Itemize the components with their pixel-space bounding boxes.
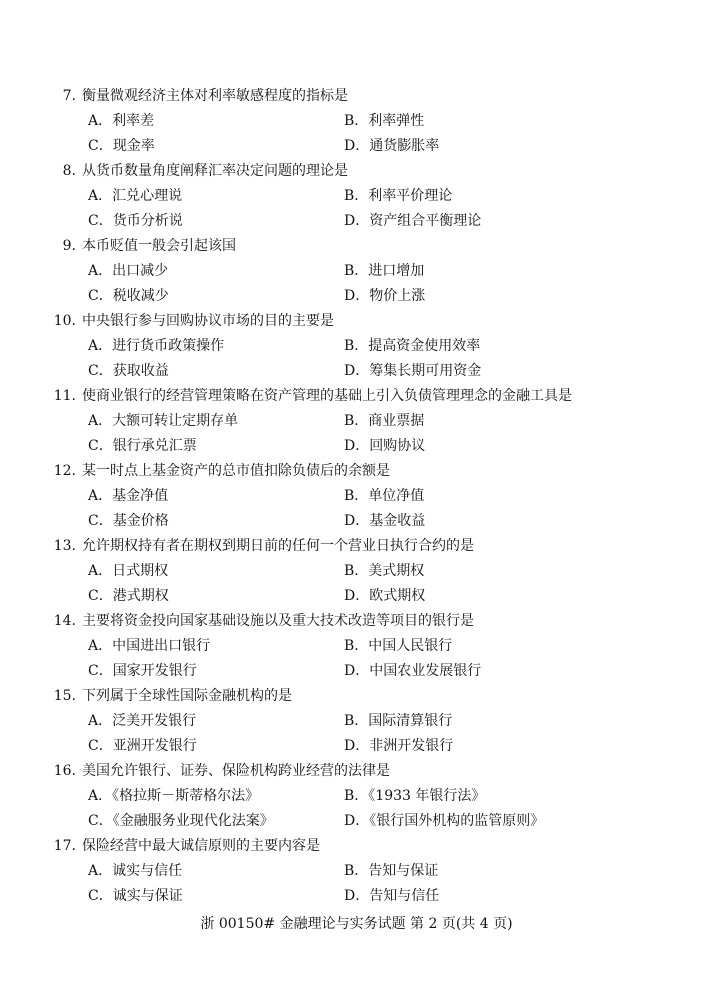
answer-option: B．告知与保证 [344, 863, 439, 879]
answer-option: C．现金率 [88, 138, 155, 154]
question-stem [0, 309, 713, 334]
question-stem [0, 84, 713, 109]
question-stem [0, 159, 713, 184]
answer-option: A．诚实与信任 [88, 863, 183, 879]
option-row [0, 359, 713, 384]
answer-option: A．中国进出口银行 [88, 638, 211, 654]
answer-option: D．中国农业发展银行 [344, 663, 482, 679]
option-row [0, 584, 713, 609]
question-text: 允许期权持有者在期权到期日前的任何一个营业日执行合约的是 [82, 538, 474, 554]
option-row [0, 484, 713, 509]
answer-option: D．欧式期权 [344, 588, 426, 604]
question-stem [0, 834, 713, 859]
answer-option: B．进口增加 [344, 263, 425, 279]
question-text: 美国允许银行、证券、保险机构跨业经营的法律是 [82, 763, 390, 779]
answer-option: C．国家开发银行 [88, 663, 197, 679]
answer-option: C．货币分析说 [88, 213, 183, 229]
answer-option: D．《银行国外机构的监管原则》 [344, 813, 545, 829]
answer-option: C．税收减少 [88, 288, 169, 304]
answer-option: B．中国人民银行 [344, 638, 453, 654]
answer-option: B．单位净值 [344, 488, 425, 504]
answer-option: A．泛美开发银行 [88, 713, 197, 729]
option-row [0, 134, 713, 159]
question-number: 15. [53, 688, 76, 704]
question-number: 10. [53, 313, 76, 329]
option-row [0, 184, 713, 209]
option-row [0, 784, 713, 809]
option-row [0, 659, 713, 684]
answer-option: B．国际清算银行 [344, 713, 453, 729]
question-stem [0, 534, 713, 559]
option-row [0, 284, 713, 309]
question-number: 13. [53, 538, 76, 554]
option-row [0, 109, 713, 134]
answer-option: B．《1933 年银行法》 [344, 788, 486, 804]
question-stem [0, 384, 713, 409]
question-stem [0, 234, 713, 259]
page-footer: 浙 00150# 金融理论与实务试题 第 2 页(共 4 页) [200, 916, 513, 932]
question-text: 下列属于全球性国际金融机构的是 [82, 688, 292, 704]
answer-option: C．银行承兑汇票 [88, 438, 197, 454]
question-text: 主要将资金投向国家基础设施以及重大技术改造等项目的银行是 [82, 613, 474, 629]
question-stem [0, 684, 713, 709]
answer-option: C．亚洲开发银行 [88, 738, 197, 754]
option-row [0, 409, 713, 434]
answer-option: D．通货膨胀率 [344, 138, 440, 154]
answer-option: A．汇兑心理说 [88, 188, 183, 204]
option-row [0, 809, 713, 834]
answer-option: A．基金净值 [88, 488, 169, 504]
question-text: 使商业银行的经营管理策略在资产管理的基础上引入负债管理理念的金融工具是 [82, 388, 572, 404]
answer-option: A．利率差 [88, 113, 155, 129]
answer-option: C．《金融服务业现代化法案》 [88, 813, 274, 829]
answer-option: C．获取收益 [88, 363, 169, 379]
answer-option: C．基金价格 [88, 513, 169, 529]
question-text: 本币贬值一般会引起该国 [82, 238, 236, 254]
answer-option: A．日式期权 [88, 563, 169, 579]
answer-option: D．回购协议 [344, 438, 426, 454]
question-list [0, 84, 713, 909]
question-number: 12. [53, 463, 76, 479]
option-row [0, 209, 713, 234]
answer-option: B．提高资金使用效率 [344, 338, 481, 354]
option-row [0, 559, 713, 584]
answer-option: D．非洲开发银行 [344, 738, 454, 754]
question-stem [0, 759, 713, 784]
answer-option: D．筹集长期可用资金 [344, 363, 482, 379]
answer-option: B．商业票据 [344, 413, 425, 429]
question-number: 17. [53, 838, 76, 854]
option-row [0, 709, 713, 734]
answer-option: A．大额可转让定期存单 [88, 413, 239, 429]
question-number: 14. [53, 613, 76, 629]
question-text: 某一时点上基金资产的总市值扣除负债后的余额是 [82, 463, 390, 479]
question-text: 从货币数量角度阐释汇率决定问题的理论是 [82, 163, 348, 179]
question-number: 9. [62, 238, 76, 254]
option-row [0, 859, 713, 884]
option-row [0, 509, 713, 534]
answer-option: D．资产组合平衡理论 [344, 213, 482, 229]
answer-option: B．利率平价理论 [344, 188, 453, 204]
answer-option: A．出口减少 [88, 263, 169, 279]
option-row [0, 734, 713, 759]
question-number: 7. [62, 88, 76, 104]
answer-option: D．基金收益 [344, 513, 426, 529]
answer-option: D．物价上涨 [344, 288, 426, 304]
option-row [0, 259, 713, 284]
answer-option: A．《格拉斯－斯蒂格尔法》 [88, 788, 260, 804]
question-text: 衡量微观经济主体对利率敏感程度的指标是 [82, 88, 348, 104]
question-text: 保险经营中最大诚信原则的主要内容是 [82, 838, 320, 854]
answer-option: D．告知与信任 [344, 888, 440, 904]
question-stem [0, 459, 713, 484]
answer-option: C．诚实与保证 [88, 888, 183, 904]
question-number: 11. [53, 388, 76, 404]
option-row [0, 334, 713, 359]
question-stem [0, 609, 713, 634]
answer-option: B．利率弹性 [344, 113, 425, 129]
answer-option: B．美式期权 [344, 563, 425, 579]
question-number: 8. [62, 163, 76, 179]
question-number: 16. [53, 763, 76, 779]
answer-option: C．港式期权 [88, 588, 169, 604]
question-text: 中央银行参与回购协议市场的目的主要是 [82, 313, 334, 329]
option-row [0, 884, 713, 909]
option-row [0, 434, 713, 459]
option-row [0, 634, 713, 659]
answer-option: A．进行货币政策操作 [88, 338, 225, 354]
